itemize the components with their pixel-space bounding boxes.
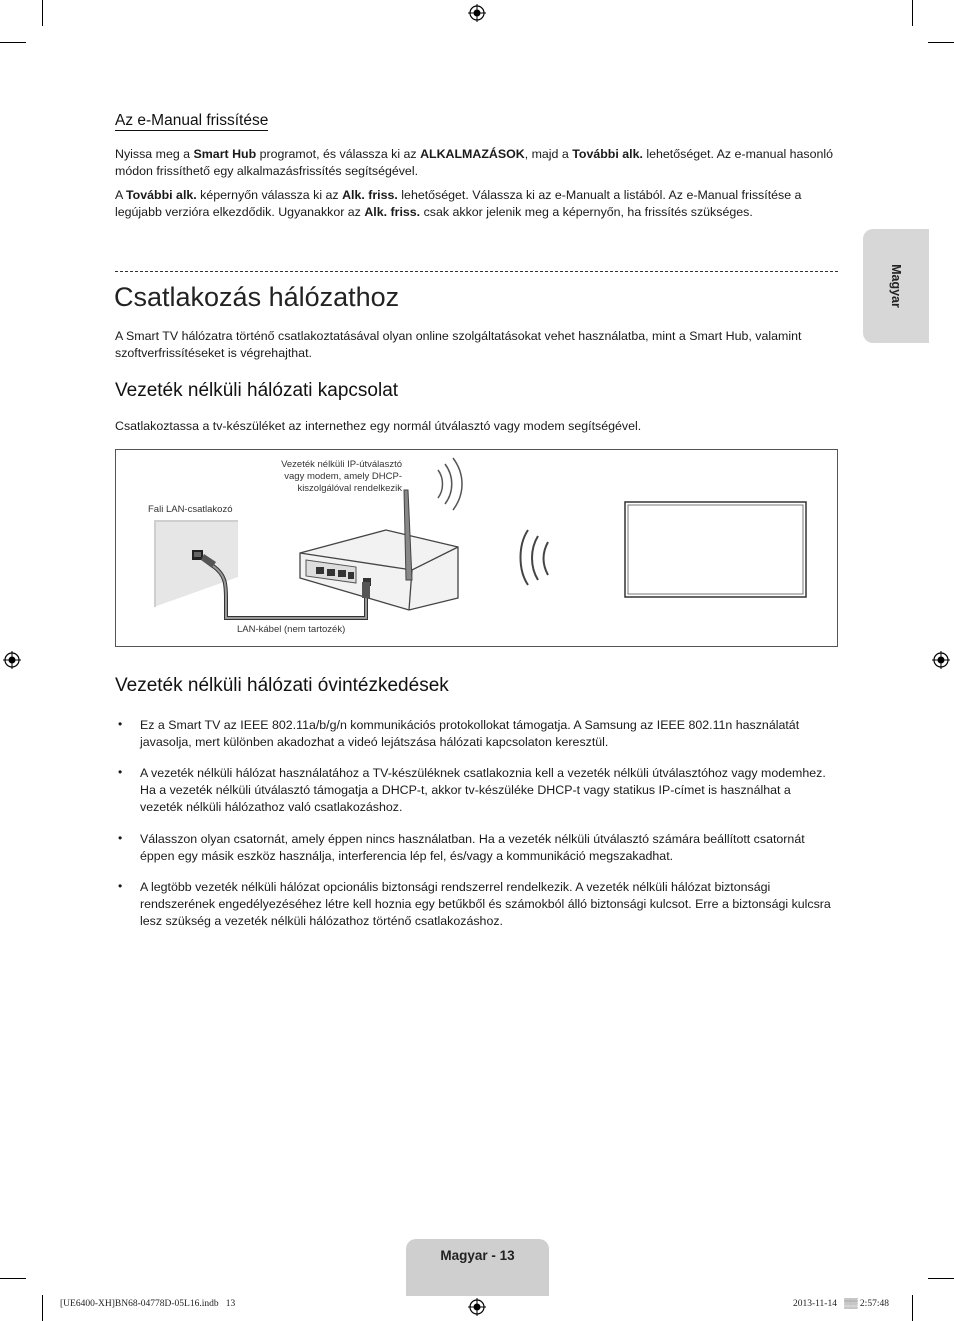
section-heading-emanual: Az e-Manual frissítése bbox=[115, 112, 269, 129]
lan-cable-label: LAN-kábel (nem tartozék) bbox=[237, 624, 346, 635]
paragraph-emanual-2: A További alk. képernyőn válassza ki az Alk. friss. lehetőséget. Válassza ki az e-Manualt a listából. Az e-Manual frissítése a legújabb verzióra elkezdődik. Ugyanakkor az Alk. friss. csak akkor jelenik meg a képernyőn, ha frissítés szükséges. bbox=[115, 188, 802, 219]
section-divider bbox=[115, 271, 838, 272]
crop-mark bbox=[928, 1278, 954, 1279]
network-diagram bbox=[115, 449, 838, 647]
bullet-marker: • bbox=[118, 765, 123, 779]
precaution-item: Ez a Smart TV az IEEE 802.11a/b/g/n kommunikációs protokollokat támogatja. A Samsung az IEEE 802.11n használatát javasolja, mert különben akadozhat a videó lejátszása hálózati kapcsolaton keresztül. bbox=[140, 718, 800, 749]
crop-mark bbox=[42, 1295, 43, 1321]
registration-mark-icon bbox=[468, 4, 486, 22]
crop-mark bbox=[42, 0, 43, 26]
wireless-connection-text: Csatlakoztassa a tv-készüléket az internethez egy normál útválasztó vagy modem segítségével. bbox=[115, 419, 642, 433]
crop-mark bbox=[912, 0, 913, 26]
language-side-tab bbox=[863, 229, 929, 343]
tv-icon bbox=[625, 502, 806, 597]
bullet-marker: • bbox=[118, 879, 123, 893]
paragraph-emanual-1: Nyissa meg a Smart Hub programot, és válassza ki az ALKALMAZÁSOK, majd a További alk. lehetőséget. Az e-manual hasonló módon frissíthető egy alkalmazásfrissítés segítségével. bbox=[115, 147, 834, 178]
crop-mark bbox=[912, 1295, 913, 1321]
precaution-item: Válasszon olyan csatornát, amely éppen nincs használatban. Ha a vezeték nélküli útválasztó számára beállított csatornát éppen egy másik eszköz használja, interferencia lép fel, és/vagy a kommunikáció megszakadhat. bbox=[140, 832, 805, 863]
crop-mark bbox=[0, 1278, 26, 1279]
crop-mark bbox=[0, 42, 26, 43]
wall-lan-label: Fali LAN-csatlakozó bbox=[148, 504, 233, 515]
crop-mark bbox=[928, 42, 954, 43]
precaution-item: A vezeték nélküli hálózat használatához a TV-készüléknek csatlakoznia kell a vezeték nélküli útválasztóhoz vagy modemhez. Ha a vezeték nélküli útválasztó támogatja a DHCP-t, akkor tv-készüléke DHCP-t vagy statikus IP-címet is használhat a vezeték nélküli hálózathoz való csatlakozáshoz. bbox=[140, 766, 826, 814]
bullet-marker: • bbox=[118, 717, 123, 731]
router-label: Vezeték nélküli IP-útválasztó vagy modem, amely DHCP- kiszolgálóval rendelkezik bbox=[281, 459, 402, 494]
intro-paragraph: A Smart TV hálózatra történő csatlakoztatásával olyan online szolgáltatásokat vehet használatba, mint a Smart Hub, valamint szoftverfrissítéseket is végrehajthat. bbox=[115, 329, 802, 360]
registration-mark-icon bbox=[468, 1298, 486, 1316]
file-info: [UE6400-XH]BN68-04778D-05L16.indb 13 bbox=[60, 1299, 236, 1309]
page-number-tab bbox=[406, 1239, 549, 1296]
page-title: Csatlakozás hálózathoz bbox=[114, 282, 400, 312]
registration-mark-icon bbox=[3, 651, 21, 669]
registration-mark-icon bbox=[932, 651, 950, 669]
wireless-connection-heading: Vezeték nélküli hálózati kapcsolat bbox=[115, 380, 399, 401]
language-side-tab-label: Magyar bbox=[889, 264, 903, 308]
print-timestamp: 2013-11-14 ▒▒ 2:57:48 bbox=[793, 1299, 889, 1309]
wireless-precautions-heading: Vezeték nélküli hálózati óvintézkedések bbox=[115, 675, 449, 696]
page-number-label: Magyar - 13 bbox=[440, 1248, 515, 1263]
bullet-marker: • bbox=[118, 831, 123, 845]
wifi-signal-icon bbox=[521, 530, 529, 585]
network-diagram-illustration bbox=[116, 450, 837, 646]
precaution-item: A legtöbb vezeték nélküli hálózat opcionális biztonsági rendszerrel rendelkezik. A vezeték nélküli hálózat biztonsági rendszerének engedélyezéséhez létre kell hoznia egy betűkből és számokból álló biztonsági kulcsot. Erre a biztonsági kulcsra lesz szükség a vezeték nélküli hálózathoz történő csatlakozáshoz. bbox=[140, 880, 831, 928]
